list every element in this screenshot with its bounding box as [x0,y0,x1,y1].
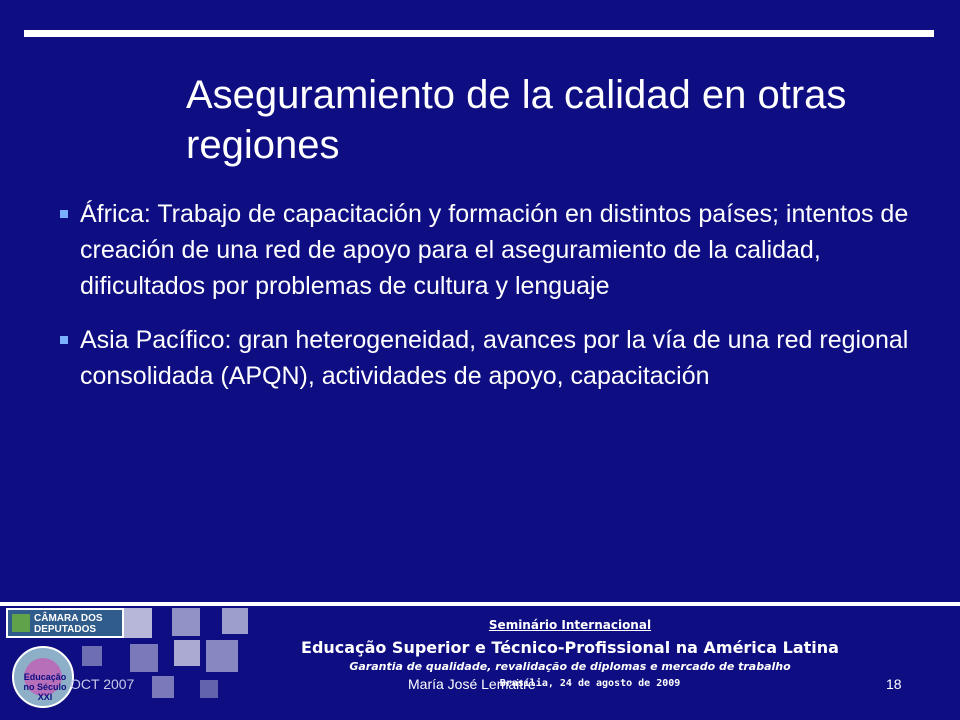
square-bullet-icon [60,336,68,344]
camara-logo-text: CÂMARA DOS DEPUTADOS [34,613,103,635]
seminar-label: Seminário Internacional [488,618,652,632]
slide-title: Aseguramiento de la calidad en otras regiones [186,73,847,167]
top-rule [24,30,934,37]
camara-deputados-logo [6,608,124,638]
seminarios-logo [12,646,74,708]
bullet-text: Asia Pacífico: gran heterogeneidad, avances por la vía de una red regional consolidada (APQN), actividades de apoyo, capacitación [80,326,909,390]
decorative-square [174,640,200,666]
decorative-square [152,676,174,698]
decorative-square [172,608,200,636]
presenter-name: María José Lemaitre [408,676,536,692]
decorative-square [130,644,158,672]
bullet-text: África: Trabajo de capacitación y formación en distintos países; intentos de creación de una red de apoyo para el aseguramiento de la calidad, dificultados por problemas de cultura y lenguaje [80,200,909,300]
footer-rule [0,602,960,606]
seminar-name: Educação Superior e Técnico-Profissional na América Latina [301,638,839,657]
decorative-square [82,646,102,666]
seminarios-logo-text: Educação no Século XXI [23,672,67,702]
decorative-square [122,608,152,638]
footer [0,600,960,720]
footer-left-text: OCT 2007 [70,676,135,692]
page-number: 18 [886,676,902,692]
decorative-square [206,640,238,672]
seminar-date: Brasília, 24 de agosto de 2009 [499,678,681,689]
seminar-subtitle: Garantia de qualidade, revalidação de diplomas e mercado de trabalho [349,660,791,673]
bullet-list [52,196,922,412]
square-bullet-icon [60,210,68,218]
camara-emblem-icon [12,614,30,632]
decorative-square [200,680,218,698]
bullet-item [52,322,922,394]
decorative-square [222,608,248,634]
bullet-item [52,196,922,304]
